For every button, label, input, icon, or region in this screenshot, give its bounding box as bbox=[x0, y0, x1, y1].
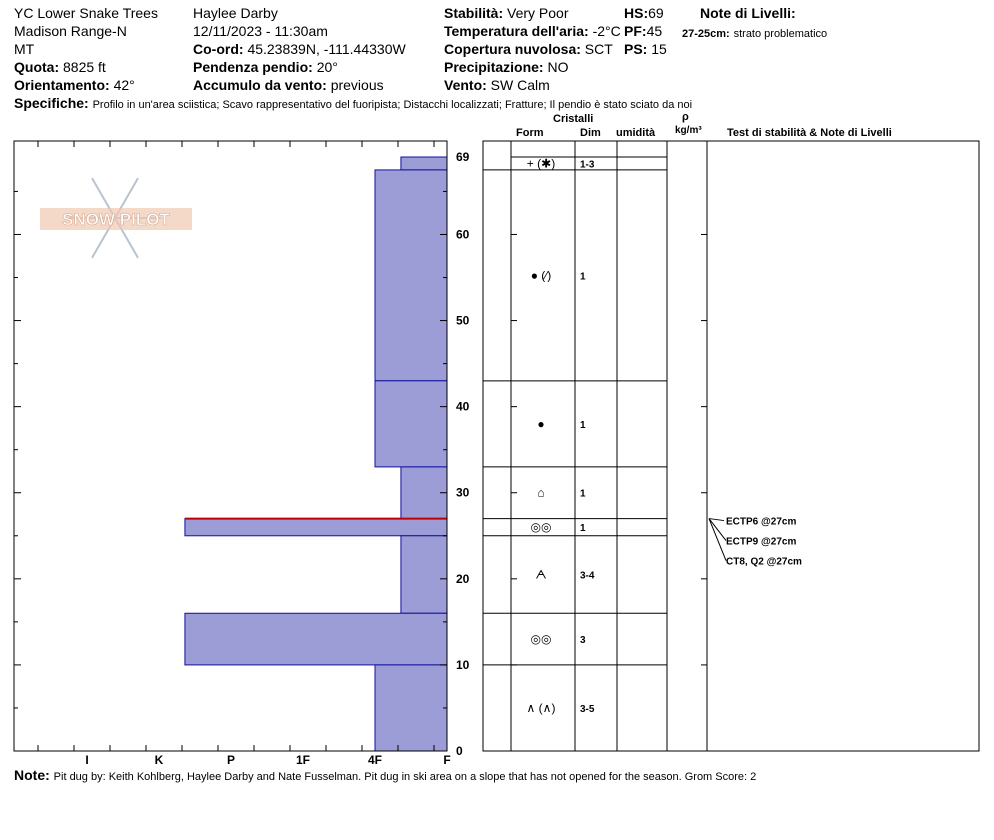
sky-value: SCT bbox=[584, 41, 613, 57]
stability-label: Stabilità: bbox=[444, 5, 504, 21]
y-tick-label: 40 bbox=[456, 399, 470, 414]
y-tick-label: 10 bbox=[456, 657, 470, 672]
hardness-label: I bbox=[85, 753, 89, 767]
hardness-label: P bbox=[226, 753, 236, 767]
ps-label: PS: bbox=[624, 41, 648, 57]
y-tick-label: 69 bbox=[456, 150, 470, 164]
crystal-form: + (✱) bbox=[526, 156, 556, 171]
footer-note bbox=[14, 767, 756, 785]
coords-label: Co-ord: bbox=[193, 41, 244, 57]
aspect-value: 42° bbox=[113, 77, 135, 93]
hardness-bar bbox=[185, 519, 447, 536]
wind-label: Vento: bbox=[444, 77, 487, 93]
y-tick-label: 20 bbox=[456, 571, 470, 586]
precip-value: NO bbox=[547, 59, 569, 75]
rho-header: ρ bbox=[682, 111, 689, 123]
moisture-header: umidità bbox=[616, 127, 656, 139]
pf-value: 45 bbox=[646, 23, 663, 39]
hardness-bar bbox=[401, 536, 447, 613]
test-pointer bbox=[709, 519, 726, 541]
elevation-label: Quota: bbox=[14, 59, 60, 75]
y-tick-label: 60 bbox=[456, 227, 470, 242]
crystal-form: ● (⁄) bbox=[530, 268, 552, 283]
stability-value: Very Poor bbox=[507, 5, 569, 21]
wind-loading-label: Accumulo da vento: bbox=[193, 77, 327, 93]
air-temp-value: -2°C bbox=[592, 23, 621, 39]
crystal-size: 3-4 bbox=[580, 570, 595, 582]
crystal-form: ⌂ bbox=[537, 485, 545, 500]
hs-value: 69 bbox=[648, 5, 664, 21]
hardness-bar bbox=[375, 665, 447, 751]
note-text: Pit dug by: Keith Kohlberg, Haylee Darby and Nate Fusselman. Pit dug in ski area on a slope that has not opened for the season. Grom Score: 2 bbox=[53, 771, 757, 783]
datetime: 12/11/2023 - 11:30am bbox=[193, 23, 328, 39]
form-header: Form bbox=[516, 127, 544, 139]
precip-label: Precipitazione: bbox=[444, 59, 544, 75]
aspect-label: Orientamento: bbox=[14, 77, 110, 93]
slope-value: 20° bbox=[316, 59, 338, 75]
crystal-form: ◎◎ bbox=[530, 520, 552, 535]
note-label: Note: bbox=[14, 767, 50, 783]
crystal-size: 3-5 bbox=[580, 703, 595, 715]
stability-test-label: CT8, Q2 @27cm bbox=[726, 556, 802, 568]
crystal-size: 1 bbox=[580, 419, 586, 431]
crystal-size: 1-3 bbox=[580, 159, 595, 171]
layer-note-range: 27-25cm: bbox=[682, 28, 730, 40]
size-header: Dim bbox=[580, 127, 601, 139]
hardness-bar bbox=[375, 381, 447, 467]
snowpilot-logo bbox=[40, 178, 192, 258]
crystal-form: ∧ (∧) bbox=[526, 700, 556, 715]
range-name: Madison Range-N bbox=[14, 23, 127, 39]
test-pointer bbox=[709, 519, 726, 561]
hardness-label: F bbox=[443, 753, 451, 767]
crystal-size: 1 bbox=[580, 488, 586, 500]
observer: Haylee Darby bbox=[193, 5, 278, 21]
air-temp-label: Temperatura dell'aria: bbox=[444, 23, 589, 39]
sky-label: Copertura nuvolosa: bbox=[444, 41, 581, 57]
test-pointer bbox=[709, 519, 724, 521]
specifics-label: Specifiche: bbox=[14, 95, 89, 111]
y-tick-label: 0 bbox=[456, 744, 463, 758]
ps-value: 15 bbox=[651, 41, 667, 57]
y-tick-label: 30 bbox=[456, 485, 470, 500]
crystal-form: ᗅ bbox=[535, 567, 547, 582]
pf-label: PF: bbox=[624, 23, 647, 39]
crystal-form: ◎◎ bbox=[530, 632, 552, 647]
wind-loading-value: previous bbox=[330, 77, 384, 93]
tests-header: Test di stabilità & Note di Livelli bbox=[727, 127, 892, 139]
layer-note-text: strato problematico bbox=[733, 28, 828, 40]
wind-value: SW Calm bbox=[490, 77, 550, 93]
coords-value: 45.23839N, -111.44330W bbox=[247, 41, 406, 57]
hardness-label: K bbox=[154, 753, 164, 767]
density-unit-header: kg/m³ bbox=[675, 125, 702, 136]
hardness-label: 4F bbox=[367, 753, 383, 767]
stability-test-label: ECTP6 @27cm bbox=[726, 516, 797, 528]
table-frame bbox=[483, 141, 979, 751]
layer-notes-label: Note di Livelli: bbox=[700, 5, 796, 21]
crystals-header: Cristalli bbox=[553, 113, 594, 125]
crystal-size: 1 bbox=[580, 523, 586, 535]
logo-text: SNOW PILOT bbox=[62, 210, 170, 229]
elevation-value: 8825 ft bbox=[63, 59, 106, 75]
hardness-bar bbox=[401, 157, 447, 170]
crystal-size: 3 bbox=[580, 635, 586, 647]
slope-label: Pendenza pendio: bbox=[193, 59, 313, 75]
crystal-size: 1 bbox=[580, 271, 586, 283]
hardness-label: 1F bbox=[295, 753, 311, 767]
state: MT bbox=[14, 41, 35, 57]
stability-test-label: ECTP9 @27cm bbox=[726, 536, 797, 548]
specifics-text: Profilo in un'area sciistica; Scavo rappresentativo del fuoripista; Distacchi localizzati; Fratture; Il pendio è stato sciato da noi bbox=[92, 99, 693, 111]
hs-label: HS: bbox=[624, 5, 649, 21]
y-tick-label: 50 bbox=[456, 313, 470, 328]
crystal-form: ● bbox=[537, 416, 545, 431]
hardness-bar bbox=[185, 613, 447, 665]
hardness-bar bbox=[375, 170, 447, 381]
site-name: YC Lower Snake Trees bbox=[14, 5, 158, 21]
